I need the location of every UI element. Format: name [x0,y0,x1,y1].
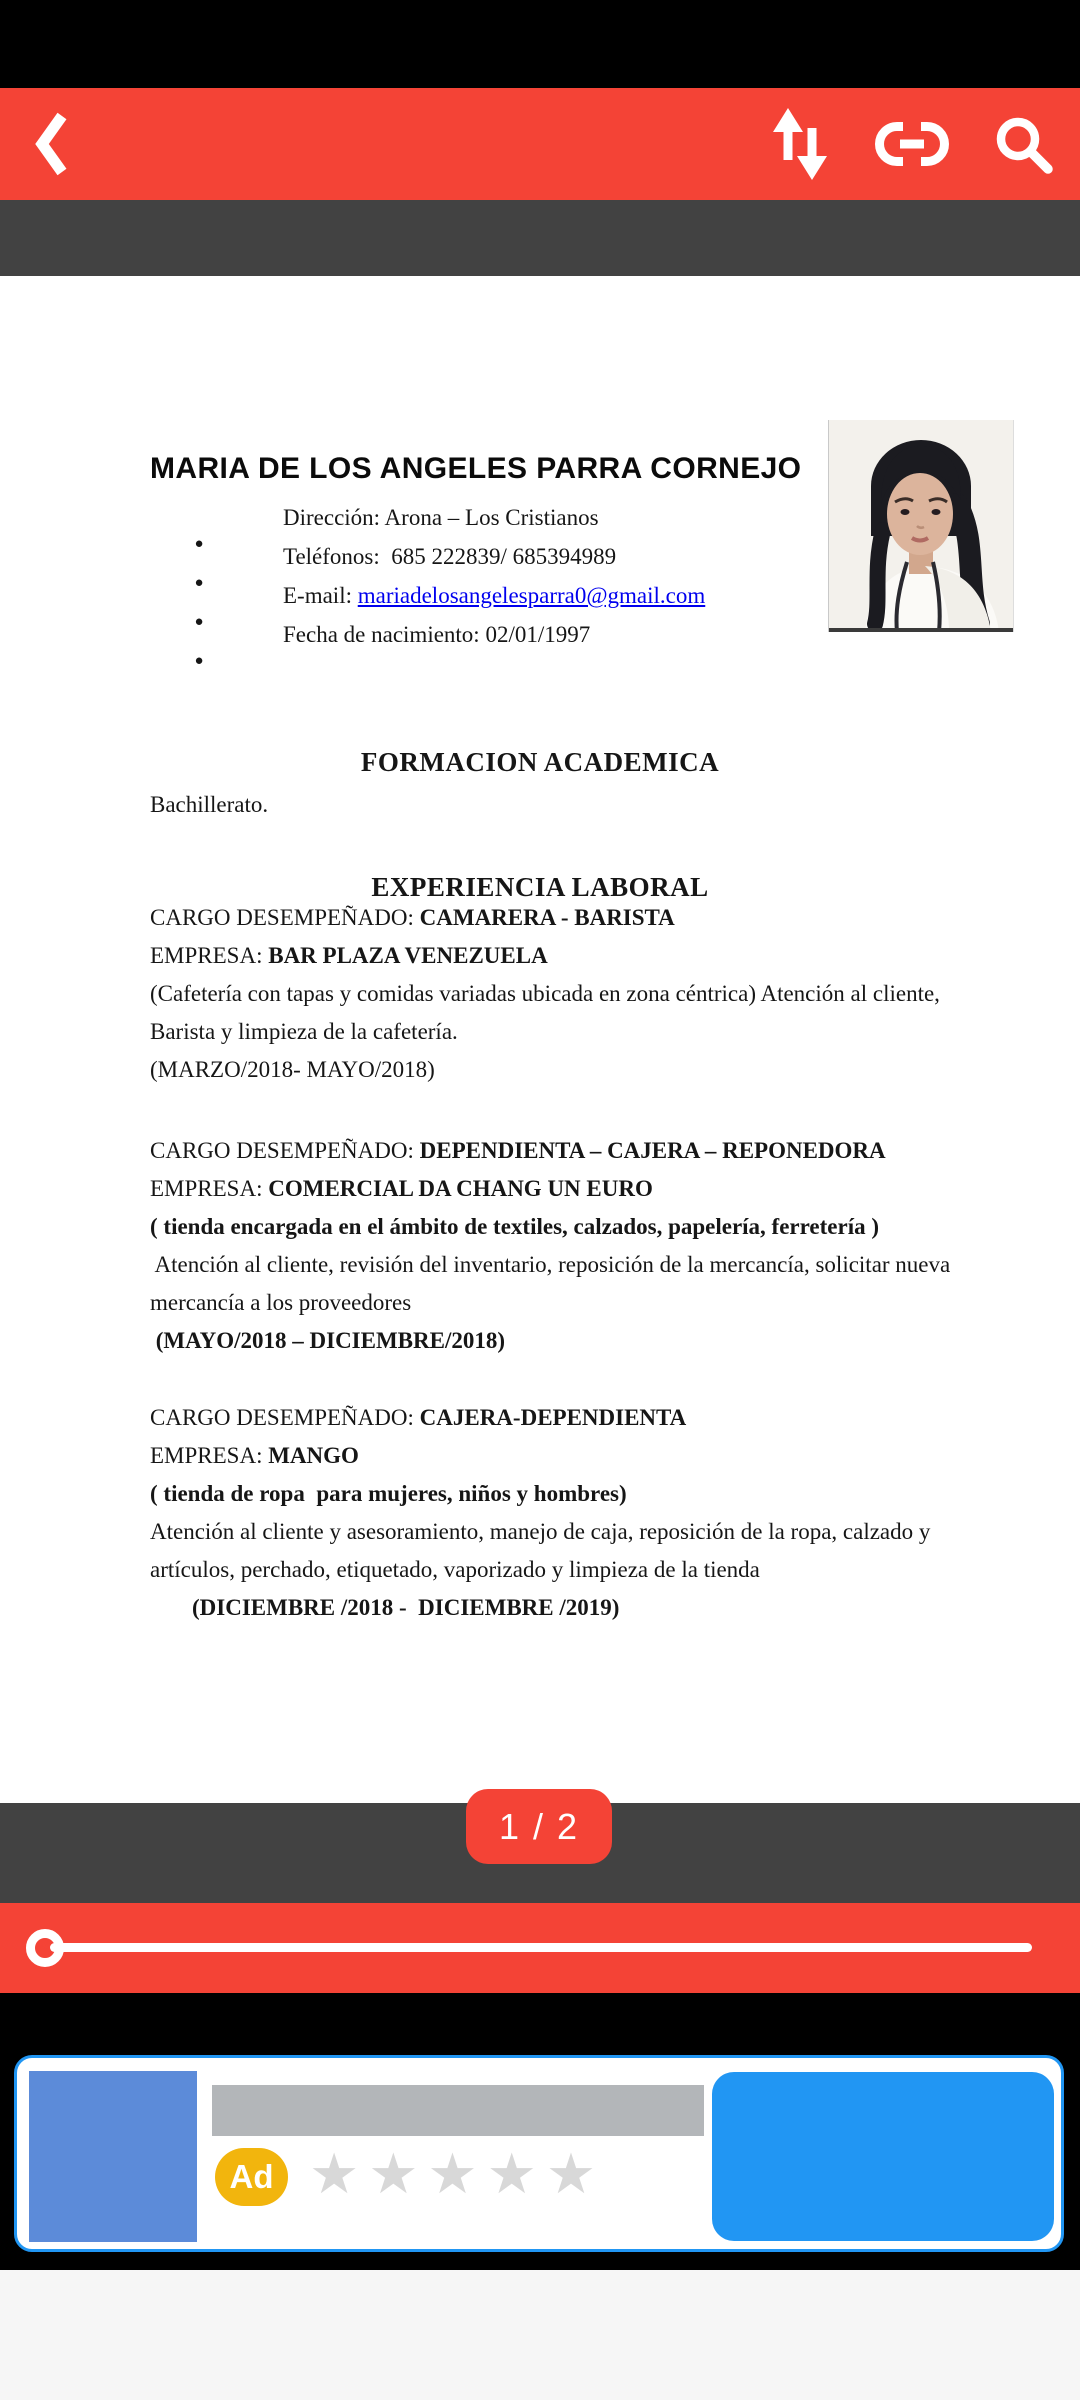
job3-detail-bold: ( tienda de ropa para mujeres, niños y hombres) [150,1481,627,1506]
page-indicator-badge: 1 / 2 [466,1789,612,1864]
bullet-icon: ● [194,653,204,669]
link-icon[interactable] [870,120,954,168]
swap-vertical-icon[interactable] [768,102,832,186]
ad-cta-button[interactable] [712,2072,1054,2241]
bullet-icon: ● [194,614,204,630]
job2-detail-line1: Atención al cliente, revisión del inventario, reposición de la mercancía, solicitar nueva [150,1252,951,1277]
ad-banner[interactable] [14,2055,1064,2252]
ad-thumbnail-placeholder [29,2071,197,2242]
back-chevron-icon[interactable] [30,108,74,180]
ad-rating-stars: ★★★★★ [309,2142,606,2205]
job2-detail-line2: mercancía a los proveedores [150,1290,412,1315]
search-icon[interactable] [993,114,1053,174]
cv-name: MARIA DE LOS ANGELES PARRA CORNEJO [150,452,802,485]
seekbar-track[interactable] [50,1943,1032,1952]
ad-badge: Ad [215,2148,288,2206]
pdf-page[interactable] [0,276,1080,1803]
job1-role: CARGO DESEMPEÑADO: CAMARERA - BARISTA [150,905,675,930]
email-label: E-mail: [283,583,358,608]
job3-detail-line2: artículos, perchado, etiquetado, vaporizado y limpieza de la tienda [150,1557,760,1582]
job2-period: (MAYO/2018 – DICIEMBRE/2018) [150,1328,506,1353]
system-navigation-bar [0,2270,1080,2400]
job3-role: CARGO DESEMPEÑADO: CAJERA-DEPENDIENTA [150,1405,687,1430]
viewer-background-top [0,200,1080,276]
contact-item-phone: ● Teléfonos: 685 222839/ 685394989 [194,544,617,591]
job3-detail-line1: Atención al cliente y asesoramiento, manejo de caja, reposición de la ropa, calzado y [150,1519,931,1544]
job2-detail-bold: ( tienda encargada en el ámbito de textiles, calzados, papelería, ferretería ) [150,1214,880,1239]
contact-item-address: ● Dirección: Arona – Los Cristianos [194,505,599,552]
contact-item-birthdate: ● Fecha de nacimiento: 02/01/1997 [194,622,591,669]
job3-company: EMPRESA: MANGO [150,1443,359,1468]
page-seekbar [0,1903,1080,1993]
section-title-education: FORMACION ACADEMICA [360,747,720,777]
pdf-viewer-toolbar [0,88,1080,200]
status-bar [0,0,1080,88]
job1-company: EMPRESA: BAR PLAZA VENEZUELA [150,943,548,968]
job2-company: EMPRESA: COMERCIAL DA CHANG UN EURO [150,1176,653,1201]
ad-headline-placeholder [212,2085,704,2136]
bullet-icon: ● [194,536,204,552]
job2-role: CARGO DESEMPEÑADO: DEPENDIENTA – CAJERA – REPONEDORA [150,1138,886,1163]
job1-detail-line2: Barista y limpieza de la cafetería. [150,1019,458,1044]
seekbar-thumb[interactable] [26,1929,64,1967]
job1-detail-line1: (Cafetería con tapas y comidas variadas ubicada en zona céntrica) Atención al cliente, [150,981,940,1006]
section-title-experience: EXPERIENCIA LABORAL [371,872,709,902]
email-link[interactable]: mariadelosangelesparra0@gmail.com [357,583,706,608]
education-body: Bachillerato. [150,792,269,817]
job3-period: (DICIEMBRE /2018 - DICIEMBRE /2019) [192,1595,620,1620]
job1-period: (MARZO/2018- MAYO/2018) [150,1057,435,1082]
bullet-icon: ● [194,575,204,591]
profile-photo [828,420,1014,632]
